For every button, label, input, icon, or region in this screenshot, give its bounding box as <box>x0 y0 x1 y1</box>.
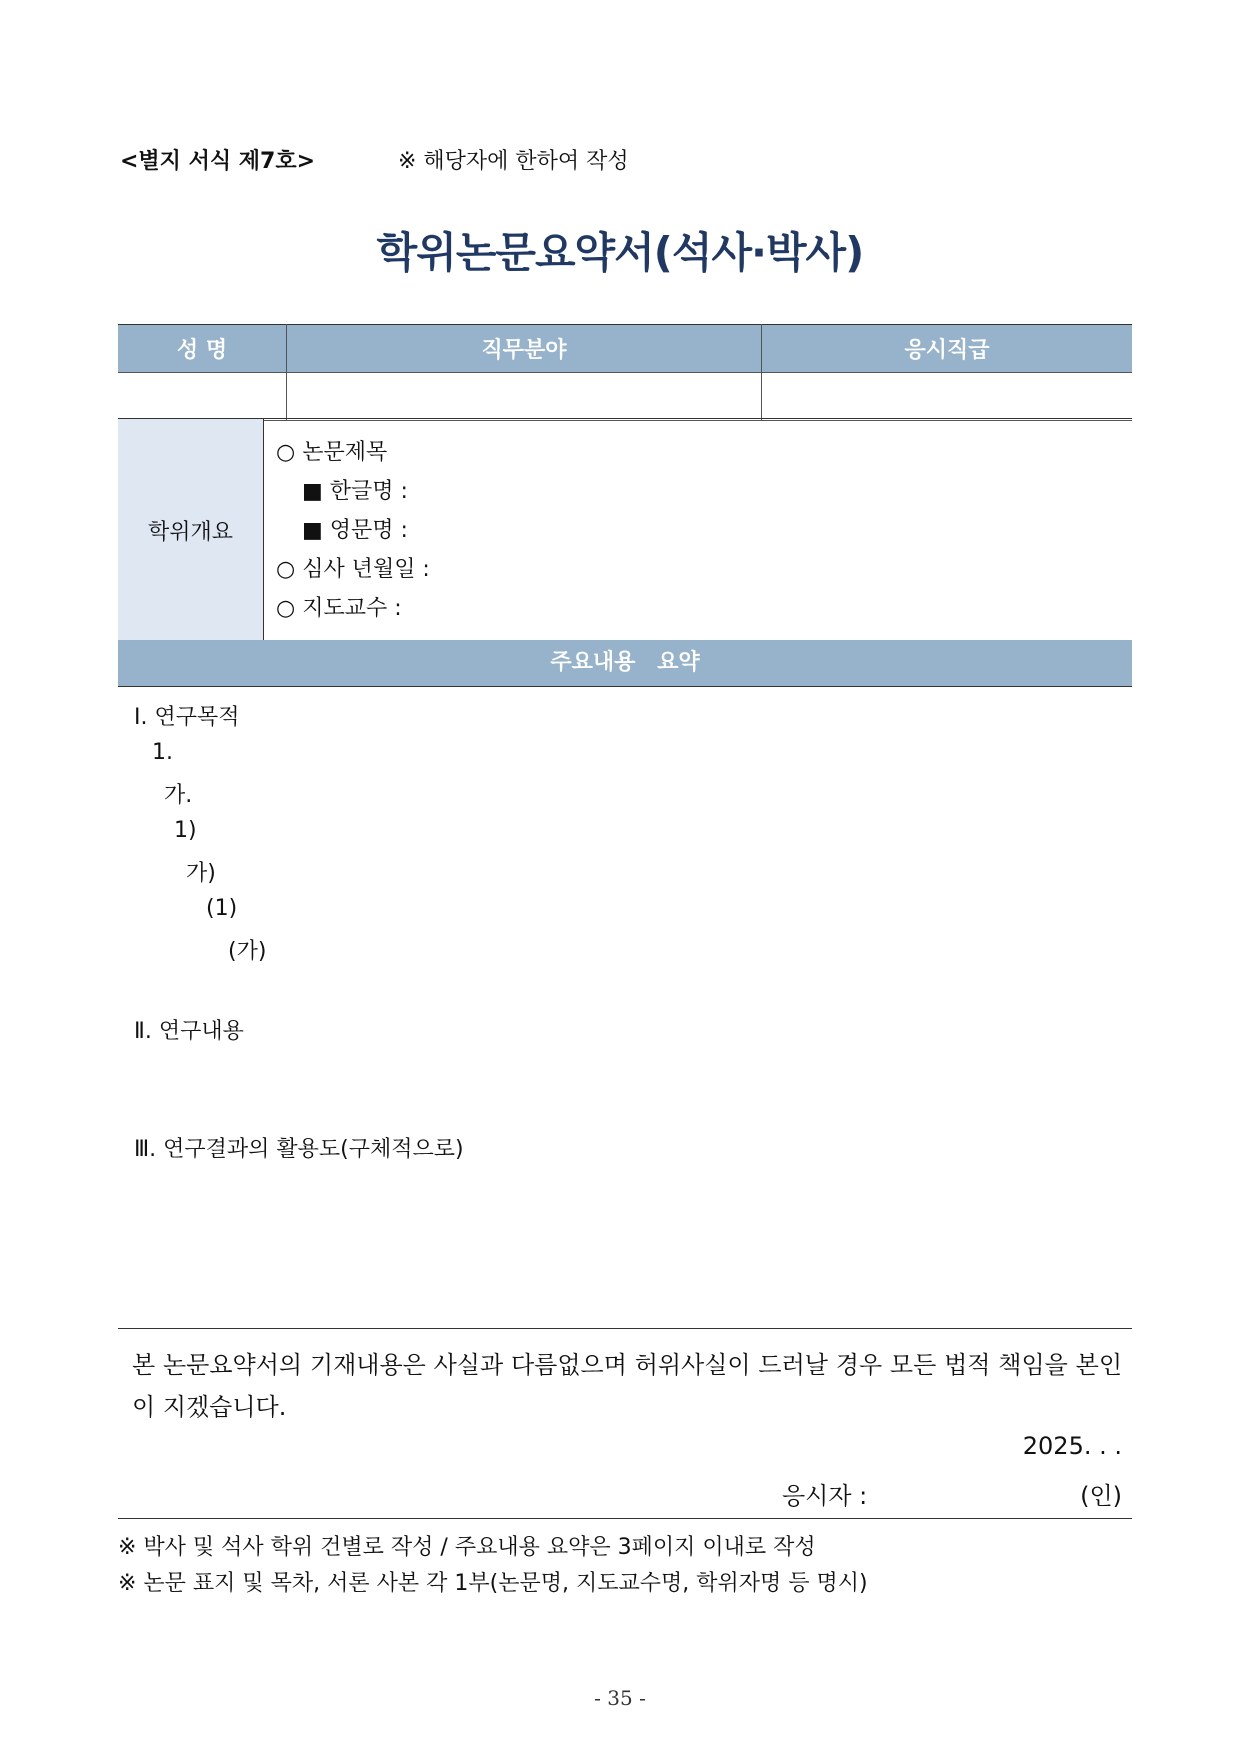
outline-level-2: 가. <box>164 783 193 808</box>
review-date-field[interactable]: ○ 심사 년월일 : <box>276 557 430 582</box>
seal-mark: (인) <box>1080 1482 1122 1510</box>
outline-level-3: 1) <box>174 818 197 843</box>
field-header: 직무분야 <box>287 325 762 373</box>
note-2: ※ 논문 표지 및 목차, 서론 사본 각 1부(논문명, 지도교수명, 학위자명 등 명시) <box>118 1571 868 1596</box>
outline-level-1: 1. <box>152 740 173 765</box>
table-header-row <box>118 325 1132 373</box>
applicant-label: 응시자 : <box>782 1482 868 1510</box>
degree-overview-section <box>118 418 1132 642</box>
korean-title-field[interactable]: ■ 한글명 : <box>302 479 408 504</box>
applicant-info-table <box>118 324 1132 421</box>
outline-level-4: 가) <box>186 861 216 886</box>
outline-level-6: (가) <box>228 939 267 964</box>
page-number: - 35 - <box>594 1686 646 1710</box>
name-header: 성 명 <box>118 325 287 373</box>
english-title-field[interactable]: ■ 영문명 : <box>302 518 408 543</box>
grade-cell[interactable] <box>762 373 1133 421</box>
section-1-heading: Ⅰ. 연구목적 <box>134 705 240 730</box>
advisor-field[interactable]: ○ 지도교수 : <box>276 596 402 621</box>
table-row <box>118 373 1132 421</box>
field-cell[interactable] <box>287 373 762 421</box>
divider-top <box>118 1328 1132 1329</box>
section-2-heading: Ⅱ. 연구내용 <box>134 1019 244 1044</box>
signature-date: 2025. . . <box>1022 1432 1122 1460</box>
overview-label: 학위개요 <box>118 419 264 641</box>
summary-header-bar <box>118 640 1132 687</box>
grade-header: 응시직급 <box>762 325 1133 373</box>
header-note: ※ 해당자에 한하여 작성 <box>398 149 629 174</box>
outline-level-5: (1) <box>206 896 238 921</box>
document-title: 학위논문요약서(석사·박사) <box>376 228 864 277</box>
divider-bottom <box>118 1518 1132 1519</box>
thesis-title-label: ○ 논문제목 <box>276 440 388 465</box>
name-cell[interactable] <box>118 373 287 421</box>
section-3-heading: Ⅲ. 연구결과의 활용도(구체적으로) <box>134 1137 464 1162</box>
pledge-statement: 본 논문요약서의 기재내용은 사실과 다름없으며 허위사실이 드러날 경우 모든 법적 책임을 본인이 지겠습니다. <box>132 1351 1122 1421</box>
summary-header-label: 주요내용 요약 <box>550 650 700 675</box>
note-1: ※ 박사 및 석사 학위 건별로 작성 / 주요내용 요약은 3페이지 이내로 작성 <box>118 1535 816 1560</box>
form-number: <별지 서식 제7호> <box>120 149 316 174</box>
